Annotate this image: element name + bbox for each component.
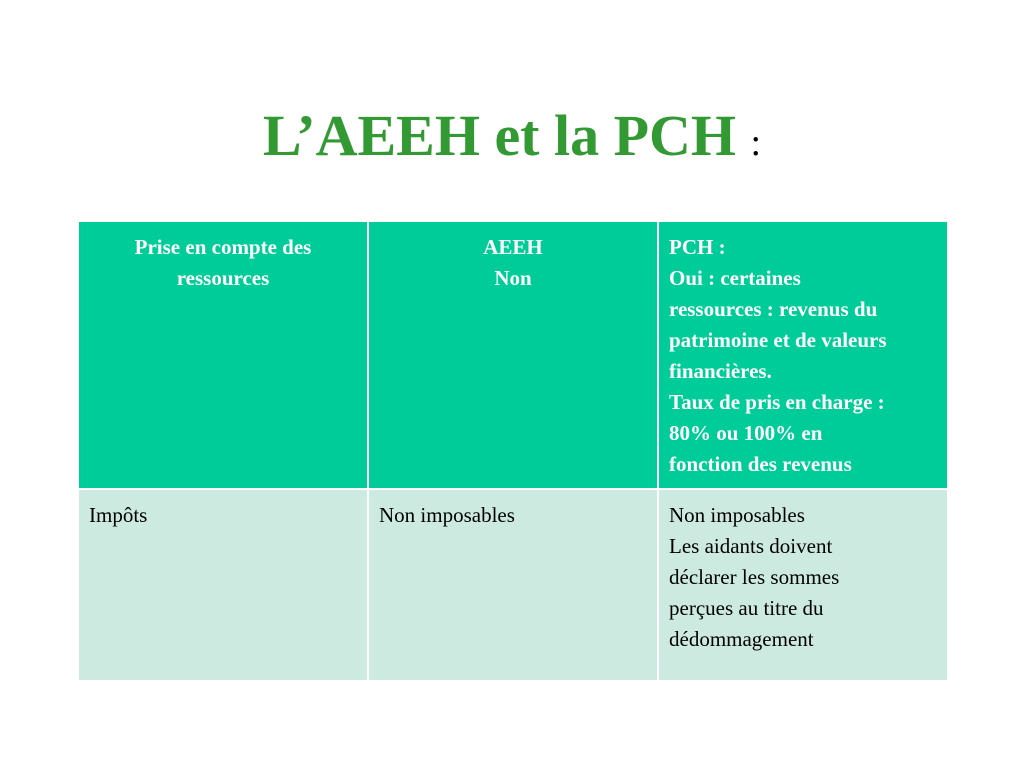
slide-title bbox=[0, 96, 1024, 183]
cell-line: dédommagement bbox=[669, 627, 814, 651]
cell-line: AEEH bbox=[483, 235, 543, 259]
header-cell-resources bbox=[78, 221, 368, 489]
cell-line: Non imposables bbox=[669, 503, 805, 527]
comparison-table bbox=[77, 220, 949, 682]
header-cell-pch bbox=[658, 221, 948, 489]
header-cell-aeeh bbox=[368, 221, 658, 489]
cell-line: ressources : revenus du bbox=[669, 297, 878, 321]
cell-line: ressources bbox=[176, 266, 270, 290]
cell-pch-impots bbox=[658, 489, 948, 681]
cell-line: Les aidants doivent bbox=[669, 534, 833, 558]
cell-line: Oui : certaines bbox=[669, 266, 801, 290]
table-header-row bbox=[78, 221, 948, 489]
title-text: L’AEEH et la PCH bbox=[262, 103, 737, 168]
title-colon: : bbox=[750, 122, 762, 164]
cell-line: financières. bbox=[669, 359, 772, 383]
cell-line: patrimoine et de valeurs bbox=[669, 328, 887, 352]
table-row-impots bbox=[78, 489, 948, 681]
cell-line: déclarer les sommes bbox=[669, 565, 840, 589]
cell-line: perçues au titre du bbox=[669, 596, 824, 620]
cell-line: fonction des revenus bbox=[669, 452, 852, 476]
cell-aeeh-impots: Non imposables bbox=[368, 489, 658, 681]
cell-line: 80% ou 100% en bbox=[669, 421, 823, 445]
cell-line: Prise en compte des bbox=[134, 235, 312, 259]
cell-line: PCH : bbox=[669, 235, 726, 259]
cell-line: Taux de pris en charge : bbox=[669, 390, 885, 414]
cell-line: Non bbox=[494, 266, 532, 290]
cell-impots: Impôts bbox=[78, 489, 368, 681]
